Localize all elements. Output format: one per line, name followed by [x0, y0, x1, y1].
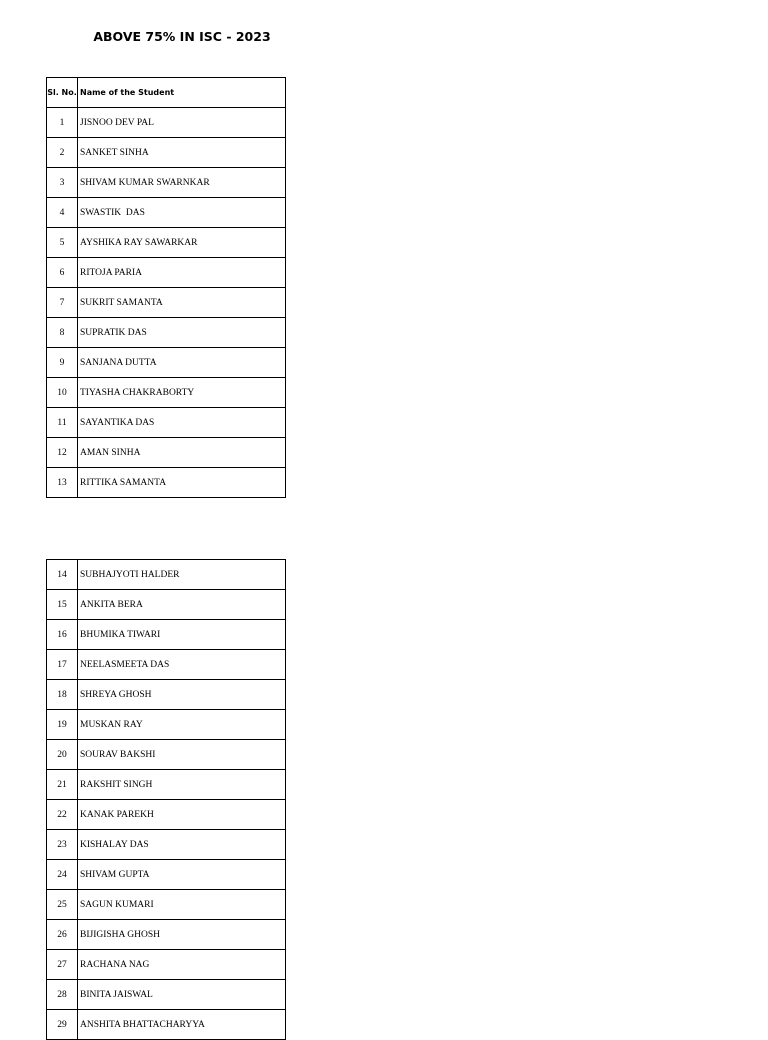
- row-sl-no: 7: [47, 288, 78, 318]
- row-sl-no: 5: [47, 228, 78, 258]
- table-row: [47, 198, 286, 228]
- row-sl-no: 9: [47, 348, 78, 378]
- row-student-name: BINITA JAISWAL: [78, 980, 286, 1010]
- table-row: [47, 138, 286, 168]
- row-student-name: SHIVAM GUPTA: [78, 860, 286, 890]
- row-sl-no: 23: [47, 830, 78, 860]
- table-row: [47, 348, 286, 378]
- row-sl-no: 20: [47, 740, 78, 770]
- row-student-name: KISHALAY DAS: [78, 830, 286, 860]
- row-sl-no: 22: [47, 800, 78, 830]
- table-row: [47, 830, 286, 860]
- row-student-name: SHIVAM KUMAR SWARNKAR: [78, 168, 286, 198]
- row-student-name: KANAK PAREKH: [78, 800, 286, 830]
- row-sl-no: 13: [47, 468, 78, 498]
- row-sl-no: 2: [47, 138, 78, 168]
- row-sl-no: 27: [47, 950, 78, 980]
- row-student-name: SAYANTIKA DAS: [78, 408, 286, 438]
- student-table-part-two: [46, 559, 286, 1040]
- row-sl-no: 17: [47, 650, 78, 680]
- table-row: [47, 770, 286, 800]
- header-student-name: Name of the Student: [78, 78, 286, 108]
- row-sl-no: 10: [47, 378, 78, 408]
- table-row: [47, 288, 286, 318]
- table-row: [47, 950, 286, 980]
- row-student-name: RACHANA NAG: [78, 950, 286, 980]
- row-student-name: SWASTIK DAS: [78, 198, 286, 228]
- row-sl-no: 29: [47, 1010, 78, 1040]
- row-student-name: RITTIKA SAMANTA: [78, 468, 286, 498]
- table-row: [47, 408, 286, 438]
- table-row: [47, 258, 286, 288]
- row-student-name: RITOJA PARIA: [78, 258, 286, 288]
- row-sl-no: 25: [47, 890, 78, 920]
- row-student-name: TIYASHA CHAKRABORTY: [78, 378, 286, 408]
- row-student-name: BIJIGISHA GHOSH: [78, 920, 286, 950]
- table-row: [47, 108, 286, 138]
- row-student-name: MUSKAN RAY: [78, 710, 286, 740]
- table-row: [47, 378, 286, 408]
- row-sl-no: 8: [47, 318, 78, 348]
- row-sl-no: 11: [47, 408, 78, 438]
- table-row: [47, 560, 286, 590]
- table-row: [47, 438, 286, 468]
- row-student-name: AMAN SINHA: [78, 438, 286, 468]
- table-row: [47, 860, 286, 890]
- row-student-name: SAGUN KUMARI: [78, 890, 286, 920]
- row-sl-no: 1: [47, 108, 78, 138]
- row-student-name: SHREYA GHOSH: [78, 680, 286, 710]
- row-sl-no: 16: [47, 620, 78, 650]
- row-student-name: SANKET SINHA: [78, 138, 286, 168]
- table-row: [47, 710, 286, 740]
- table-row: [47, 740, 286, 770]
- row-student-name: ANSHITA BHATTACHARYYA: [78, 1010, 286, 1040]
- row-sl-no: 28: [47, 980, 78, 1010]
- row-sl-no: 4: [47, 198, 78, 228]
- row-sl-no: 14: [47, 560, 78, 590]
- table-row: [47, 650, 286, 680]
- student-table-part-one: [46, 77, 286, 498]
- row-student-name: SUBHAJYOTI HALDER: [78, 560, 286, 590]
- row-student-name: JISNOO DEV PAL: [78, 108, 286, 138]
- table-row: [47, 680, 286, 710]
- table-row: [47, 468, 286, 498]
- row-sl-no: 12: [47, 438, 78, 468]
- table-row: [47, 168, 286, 198]
- table-row: [47, 620, 286, 650]
- row-student-name: SOURAV BAKSHI: [78, 740, 286, 770]
- row-student-name: AYSHIKA RAY SAWARKAR: [78, 228, 286, 258]
- table-row: [47, 890, 286, 920]
- row-sl-no: 19: [47, 710, 78, 740]
- table-row: [47, 228, 286, 258]
- row-student-name: SANJANA DUTTA: [78, 348, 286, 378]
- row-sl-no: 21: [47, 770, 78, 800]
- row-sl-no: 6: [47, 258, 78, 288]
- table-header-row: [47, 78, 286, 108]
- table-row: [47, 1010, 286, 1040]
- row-student-name: ANKITA BERA: [78, 590, 286, 620]
- row-sl-no: 3: [47, 168, 78, 198]
- table-row: [47, 920, 286, 950]
- table-row: [47, 800, 286, 830]
- row-sl-no: 24: [47, 860, 78, 890]
- row-student-name: BHUMIKA TIWARI: [78, 620, 286, 650]
- row-sl-no: 18: [47, 680, 78, 710]
- table-row: [47, 318, 286, 348]
- row-student-name: NEELASMEETA DAS: [78, 650, 286, 680]
- table-row: [47, 980, 286, 1010]
- row-sl-no: 26: [47, 920, 78, 950]
- row-student-name: RAKSHIT SINGH: [78, 770, 286, 800]
- header-sl-no: Sl. No.: [47, 78, 78, 108]
- table-row: [47, 590, 286, 620]
- row-student-name: SUPRATIK DAS: [78, 318, 286, 348]
- row-student-name: SUKRIT SAMANTA: [78, 288, 286, 318]
- page-title: ABOVE 75% IN ISC - 2023: [93, 29, 271, 44]
- row-sl-no: 15: [47, 590, 78, 620]
